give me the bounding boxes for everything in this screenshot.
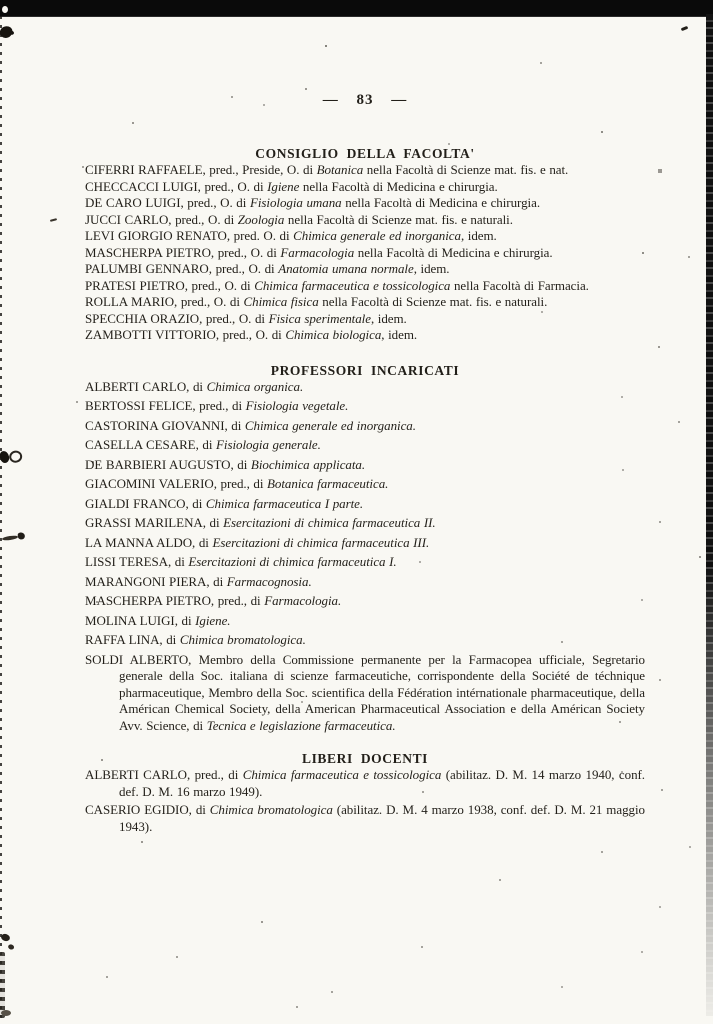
subject-italic-text: Igiene.: [195, 612, 231, 628]
entry-line: [85, 802, 645, 835]
subject-italic-text: Chimica organica.: [206, 378, 304, 394]
entry-text: nella Facoltà di Scienze mat. fis. e naturali.: [318, 294, 548, 309]
entry-line: [85, 457, 645, 474]
subject-italic-text: Chimica farmaceutica e tossicologica: [254, 277, 451, 293]
subject-italic-text: Chimica generale ed inorganica: [293, 228, 461, 243]
subject-italic-text: Tecnica e legislazione farmaceutica.: [206, 717, 396, 733]
entry-text: nella Facoltà di Medicina e chirurgia.: [341, 195, 541, 210]
entry-text: LISSI TERESA, di: [85, 554, 189, 569]
entry-line: [85, 652, 645, 735]
section-title-professori-incaricati: PROFESSORI INCARICATI: [270, 362, 460, 378]
entry-line: [85, 437, 645, 454]
subject-italic-text: Zoologia: [237, 211, 285, 227]
entry-line: [85, 574, 645, 591]
subject-italic-text: Chimica farmaceutica e tossicologica: [242, 767, 442, 782]
entry-line: [85, 261, 645, 278]
entry-text: PALUMBI GENNARO, pred., O. di: [85, 261, 279, 276]
entry-text: nella Facoltà di Scienze mat. fis. e nat.: [363, 162, 569, 177]
entry-line: [85, 593, 645, 610]
subject-italic-text: Farmacognosia.: [226, 573, 312, 589]
section-title-liberi-docenti: LIBERI DOCENTI: [301, 751, 429, 766]
subject-italic-text: Igiene: [267, 178, 300, 194]
subject-italic-text: Anatomia umana normale: [278, 261, 414, 276]
subject-italic-text: Botanica: [316, 162, 364, 177]
entry-text: CASTORINA GIOVANNI, di: [85, 417, 245, 433]
subject-italic-text: Chimica biologica: [285, 327, 382, 342]
entry-text: PRATESI PIETRO, pred., O. di: [85, 277, 255, 293]
entry-text: BERTOSSI FELICE, pred., di: [85, 398, 246, 413]
subject-italic-text: Fisica sperimentale: [268, 310, 371, 326]
entry-text: GIACOMINI VALERIO, pred., di: [85, 476, 268, 491]
entry-line: [85, 613, 645, 630]
appointed-professors-list: [85, 379, 645, 735]
entry-line: [85, 554, 645, 571]
entry-line: [85, 311, 645, 328]
subject-italic-text: Chimica bromatologica: [209, 802, 333, 817]
entry-text: LA MANNA ALDO, di: [85, 534, 213, 550]
entry-text: JUCCI CARLO, pred., O. di: [85, 211, 238, 227]
entry-text: ALBERTI CARLO, di: [85, 378, 207, 394]
entry-text: DE BARBIERI AUGUSTO, di: [85, 456, 251, 472]
subject-italic-text: Fisiologia umana: [249, 195, 342, 210]
subject-italic-text: Esercitazioni di chimica farmaceutica I.: [188, 554, 397, 569]
entry-line: [85, 767, 645, 800]
entry-text: MASCHERPA PIETRO, pred., O. di: [85, 244, 281, 260]
page-number: — 83 —: [322, 92, 408, 108]
subject-italic-text: Esercitazioni di chimica farmaceutica II.: [223, 515, 436, 530]
entry-text: nella Facoltà di Medicina e chirurgia.: [299, 178, 498, 194]
entry-text: MARANGONI PIERA, di: [85, 573, 227, 589]
entry-text: LEVI GIORGIO RENATO, pred. O. di: [85, 228, 294, 243]
subject-italic-text: Chimica farmaceutica I parte.: [205, 495, 364, 511]
entry-line: [85, 379, 645, 396]
entry-text: nella Facoltà di Scienze mat. fis. e naturali.: [284, 211, 513, 227]
entry-line: [85, 327, 645, 344]
subject-italic-text: Botanica farmaceutica.: [267, 476, 389, 491]
entry-line: [85, 245, 645, 262]
entry-text: CASERIO EGIDIO, di: [85, 802, 210, 817]
entry-text: MASCHERPA PIETRO, pred., di: [85, 593, 265, 608]
entry-line: [85, 496, 645, 513]
entry-text: , idem.: [370, 310, 407, 326]
entry-text: GRASSI MARILENA, di: [85, 515, 224, 530]
entry-line: [85, 418, 645, 435]
entry-text: SPECCHIA ORAZIO, pred., O. di: [85, 310, 269, 326]
entry-line: [85, 476, 645, 493]
entry-text: CASELLA CESARE, di: [85, 437, 216, 452]
section-title-consiglio-della-facolta: CONSIGLIO DELLA FACOLTA': [255, 146, 475, 161]
entry-text: MOLINA LUIGI, di: [85, 612, 196, 628]
entry-line: [85, 195, 645, 212]
entry-line: [85, 179, 645, 196]
entry-text: nella Facoltà di Farmacia.: [450, 277, 589, 293]
entry-line: [85, 515, 645, 532]
faculty-council-list: [85, 162, 645, 344]
entry-text: GIALDI FRANCO, di: [85, 495, 206, 511]
entry-text: (abilitaz. D. M. 4 marzo 1938, conf. def. D. M. 21 maggio 1943).: [119, 802, 646, 834]
entry-line: [85, 162, 645, 179]
subject-italic-text: Chimica bromatologica.: [179, 632, 306, 647]
ink-smudge: [1, 1010, 11, 1016]
entry-text: , idem.: [460, 228, 497, 243]
entry-text: SOLDI ALBERTO, Membro della Commissione permanente per la Farmacopea ufficiale, Segretario generale della Soc. italiana di scienze farmaceutiche, corrispondente della Société de téchnique pharmaceutique, Membro della Soc. scientifica della Fédération intérnationale pharmaceutique, della Américan Chemical Society, della American Pharmaceutical Association e della Américan Society Avv. Science, di: [85, 651, 645, 733]
entry-text: nella Facoltà di Medicina e chirurgia.: [354, 244, 553, 260]
entry-text: RAFFA LINA, di: [85, 632, 180, 647]
subject-italic-text: Farmacologia.: [264, 593, 342, 608]
entry-line: [85, 632, 645, 649]
subject-italic-text: Chimica fisica: [243, 294, 319, 309]
subject-italic-text: Esercitazioni di chimica farmaceutica III.: [212, 534, 430, 550]
entry-line: [85, 212, 645, 229]
entry-line: [85, 294, 645, 311]
subject-italic-text: Farmacologia: [280, 244, 355, 260]
subject-italic-text: Fisiologia generale.: [216, 437, 321, 452]
entry-text: CIFERRI RAFFAELE, pred., Preside, O. di: [85, 162, 317, 177]
entry-text: ZAMBOTTI VITTORIO, pred., O. di: [85, 327, 286, 342]
entry-line: [85, 398, 645, 415]
entry-text: (abilitaz. D. M. 14 marzo 1940, conf. def. D. M. 16 marzo 1949).: [119, 767, 646, 799]
entry-line: [85, 535, 645, 552]
free-lecturers-list: [85, 767, 645, 835]
entry-text: , idem.: [413, 261, 450, 276]
entry-text: DE CARO LUIGI, pred., O. di: [85, 195, 250, 210]
entry-line: [85, 228, 645, 245]
entry-text: CHECCACCI LUIGI, pred., O. di: [85, 178, 268, 194]
entry-text: , idem.: [381, 327, 418, 342]
entry-text: ROLLA MARIO, pred., O. di: [85, 294, 244, 309]
ink-smudge: [0, 952, 5, 1018]
subject-italic-text: Biochimica applicata.: [250, 456, 366, 472]
entry-line: [85, 278, 645, 295]
entry-text: ALBERTI CARLO, pred., di: [85, 767, 243, 782]
subject-italic-text: Fisiologia vegetale.: [245, 398, 349, 413]
subject-italic-text: Chimica generale ed inorganica.: [244, 417, 416, 433]
